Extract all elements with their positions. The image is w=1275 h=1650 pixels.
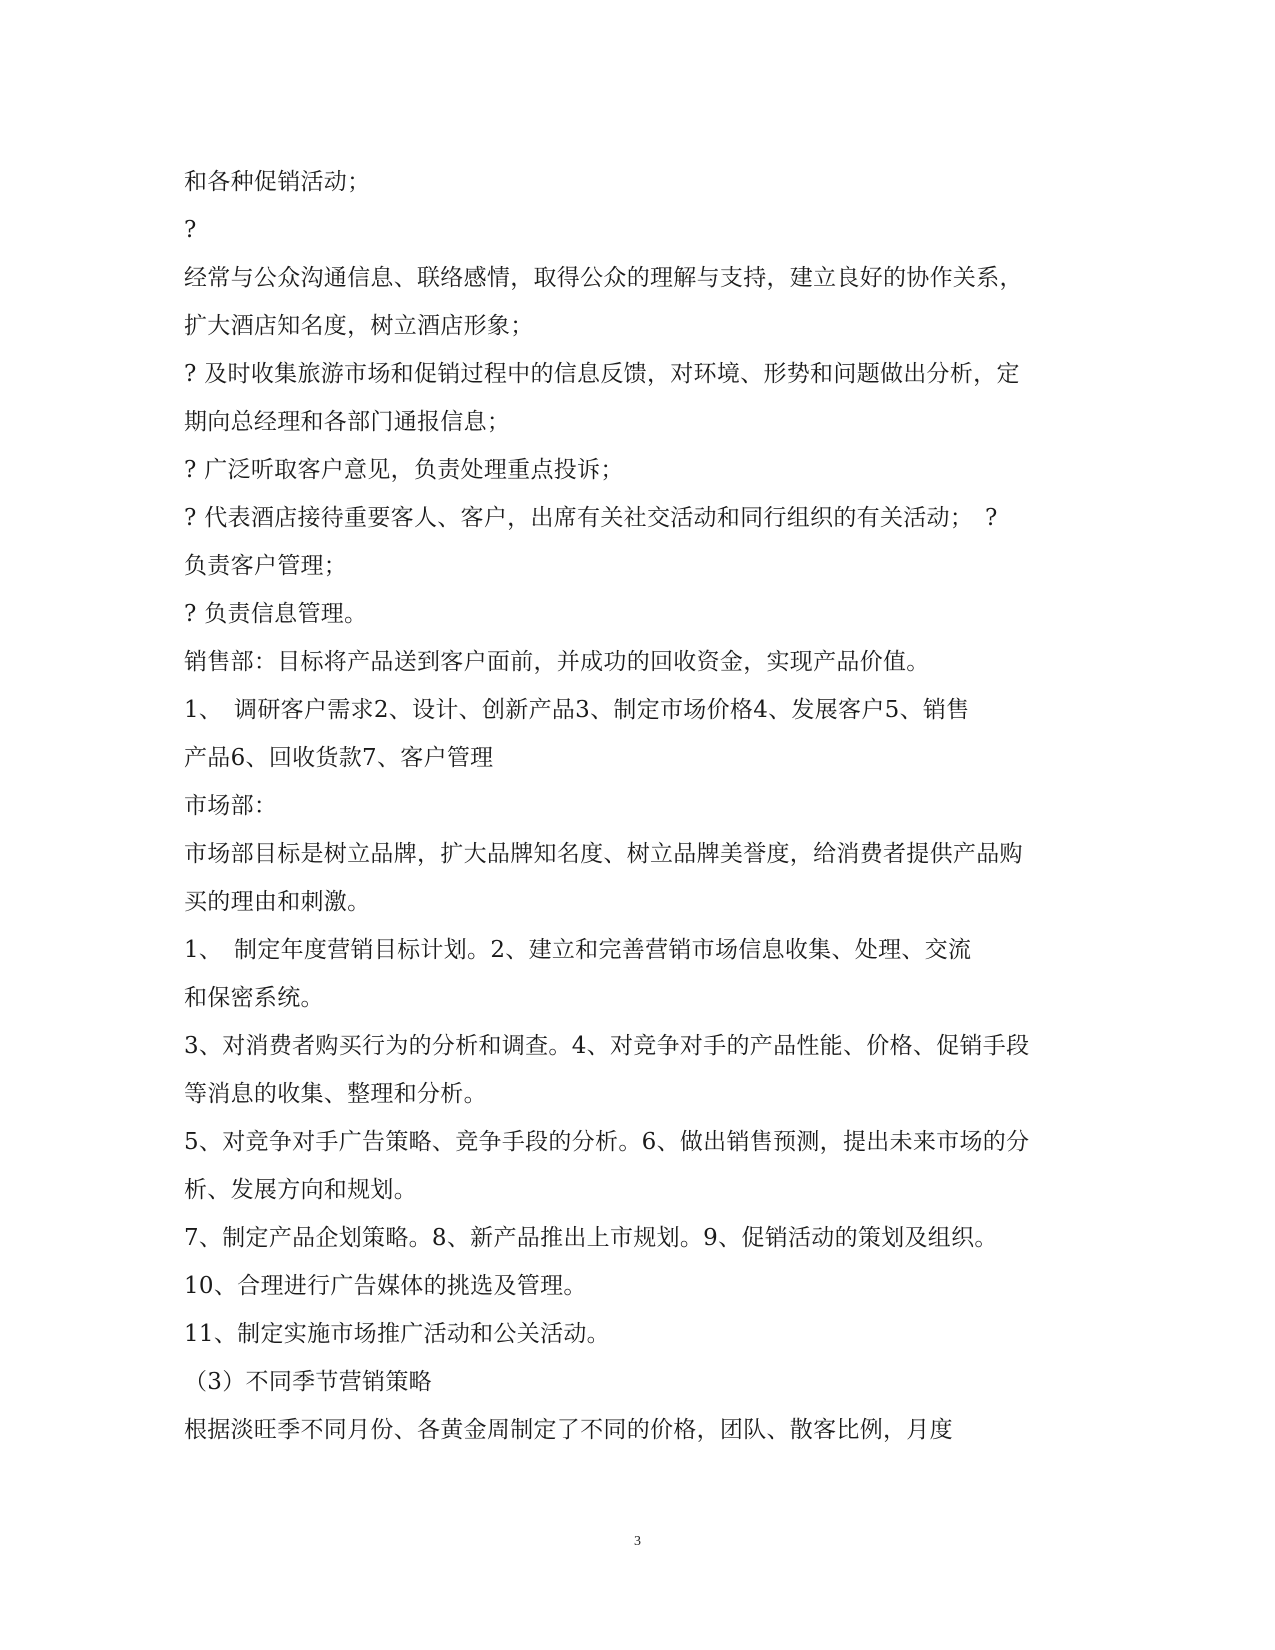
text-line: 析、发展方向和规划。 [184,1177,417,1203]
text-line: ? 及时收集旅游市场和促销过程中的信息反馈，对环境、形势和问题做出分析，定 [184,361,1020,387]
text-line: 市场部： [184,793,278,819]
text-line: 产品6、回收货款7、客户管理 [184,745,494,771]
body-text [184,158,1084,1454]
text-line: 1、 调研客户需求2、设计、创新产品3、制定市场价格4、发展客户5、销售 [184,697,970,723]
text-line: 买的理由和刺激。 [184,889,371,915]
text-line: 10、合理进行广告媒体的挑选及管理。 [184,1273,587,1299]
text-line: 负责客户管理； [184,553,348,579]
text-line: 期向总经理和各部门通报信息； [184,409,511,435]
text-line: 11、制定实施市场推广活动和公关活动。 [184,1321,610,1347]
text-line: 和保密系统。 [184,985,324,1011]
text-line: （3）不同季节营销策略 [184,1369,432,1395]
text-line: 7、制定产品企划策略。8、新产品推出上市规划。9、促销活动的策划及组织。 [184,1225,998,1251]
text-line: 3、对消费者购买行为的分析和调查。4、对竞争对手的产品性能、价格、促销手段 [184,1033,1030,1059]
text-line: 市场部目标是树立品牌，扩大品牌知名度、树立品牌美誉度，给消费者提供产品购 [184,841,1023,867]
text-line: 和各种促销活动； [184,169,371,195]
text-line: 销售部：目标将产品送到客户面前，并成功的回收资金，实现产品价值。 [184,649,930,675]
text-line: ? 负责信息管理。 [184,601,368,627]
text-line: 根据淡旺季不同月份、各黄金周制定了不同的价格，团队、散客比例，月度 [184,1417,953,1443]
text-line: ? 广泛听取客户意见，负责处理重点投诉； [184,457,624,483]
text-line: 等消息的收集、整理和分析。 [184,1081,487,1107]
page-number: 3 [634,1534,641,1549]
text-line: 5、对竞争对手广告策略、竞争手段的分析。6、做出销售预测，提出未来市场的分 [184,1129,1030,1155]
text-line: ? [184,217,197,243]
text-line: ? 代表酒店接待重要客人、客户，出席有关社交活动和同行组织的有关活动； ? [184,505,998,531]
text-line: 经常与公众沟通信息、联络感情，取得公众的理解与支持，建立良好的协作关系， [184,265,1023,291]
text-line: 扩大酒店知名度，树立酒店形象； [184,313,534,339]
text-line: 1、 制定年度营销目标计划。2、建立和完善营销市场信息收集、处理、交流 [184,937,972,963]
